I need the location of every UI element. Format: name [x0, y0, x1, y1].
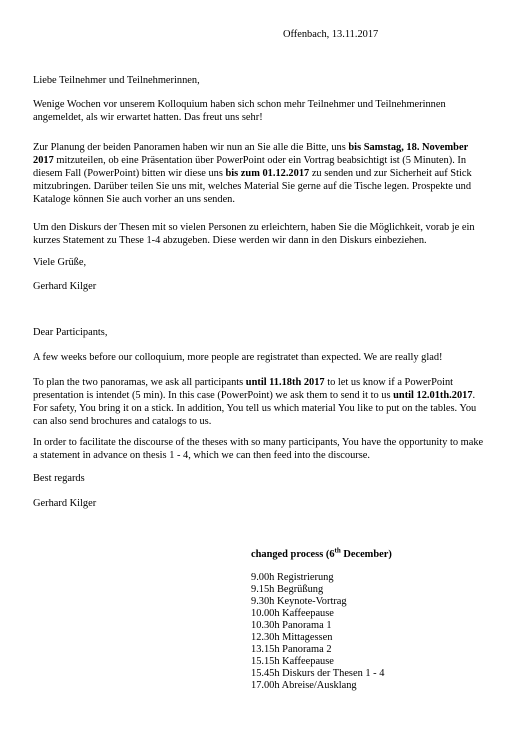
english-paragraph-3: In order to facilitate the discourse of the theses with so many participants, You have the opportunity to make a statement in advance on thesis 1 - 4, which we can then feed into the discourse.	[33, 437, 484, 461]
schedule-item: 10.00h Kaffeepause	[251, 608, 334, 619]
schedule-item: 9.00h Registrierung	[251, 572, 334, 583]
deadline-de-2: bis zum 01.12.2017	[225, 168, 310, 179]
letter-date: Offenbach, 13.11.2017	[283, 29, 379, 40]
english-paragraph-1: A few weeks before our colloquium, more people are registratet than expected. We are really glad!	[33, 352, 443, 363]
english-paragraph-2: To plan the two panoramas, we ask all participants until 11.18th 2017 to let us know if a PowerPoint presentation is intendet (5 min). In this case (PowerPoint) we ask them to send it to us until 12.01th.2017. For safety, You bring it on a stick. In addition, You tell us which material You like to put on the tables. You can also send brochures and catalogs to us.	[33, 377, 477, 427]
english-closing: Best regards	[33, 473, 85, 484]
deadline-en-2: until 12.01th.2017	[393, 390, 473, 401]
german-salutation: Liebe Teilnehmer und Teilnehmerinnen,	[33, 75, 200, 86]
german-paragraph-3: Um den Diskurs der Thesen mit so vielen Personen zu erleichtern, haben Sie die Möglichkeit, vorab je ein kurzes Statement zu These 1-4 abzugeben. Diese werden wir dann in den Diskurs einbeziehen.	[33, 222, 475, 246]
deadline-de-1: bis Samstag, 18. November	[348, 142, 469, 153]
schedule-item: 10.30h Panorama 1	[251, 620, 332, 631]
schedule-item: 15.45h Diskurs der Thesen 1 - 4	[251, 668, 385, 679]
schedule-item: 12.30h Mittagessen	[251, 632, 333, 643]
schedule-item: 13.15h Panorama 2	[251, 644, 332, 655]
schedule-item: 15.15h Kaffeepause	[251, 656, 334, 667]
german-paragraph-2: Zur Planung der beiden Panoramen haben wir nun an Sie alle die Bitte, uns bis Samstag, 18. November 2017 mitzuteilen, ob eine Präsentation über PowerPoint oder ein Vortrag beabsichtigt ist (5 Minuten). In diesem Fall (PowerPoint) bitten wir diese uns bis zum 01.12.2017 zu senden und zur Sicherheit auf Stick mitzubringen. Darüber teilen Sie uns mit, welches Material Sie gerne auf die Tische legen. Prospekte und Kataloge können Sie auch vorher an uns senden.	[33, 142, 472, 205]
schedule-item: 17.00h Abreise/Ausklang	[251, 680, 357, 691]
deadline-en-1: until 11.18th 2017	[245, 377, 325, 388]
english-salutation: Dear Participants,	[33, 327, 108, 338]
schedule-item: 9.15h Begrüßung	[251, 584, 324, 595]
german-closing: Viele Grüße,	[33, 257, 87, 268]
schedule-item: 9.30h Keynote-Vortrag	[251, 596, 347, 607]
deadline-de-1-year: 2017	[33, 155, 54, 166]
german-signature: Gerhard Kilger	[33, 281, 97, 292]
english-signature: Gerhard Kilger	[33, 498, 97, 509]
german-paragraph-1: Wenige Wochen vor unserem Kolloquium haben sich schon mehr Teilnehmer und Teilnehmerinnen angemeldet, als wir erwartet hatten. Das freut uns sehr!	[33, 99, 446, 123]
schedule-list	[251, 572, 384, 692]
schedule-title: changed process (6th December)	[251, 546, 392, 560]
